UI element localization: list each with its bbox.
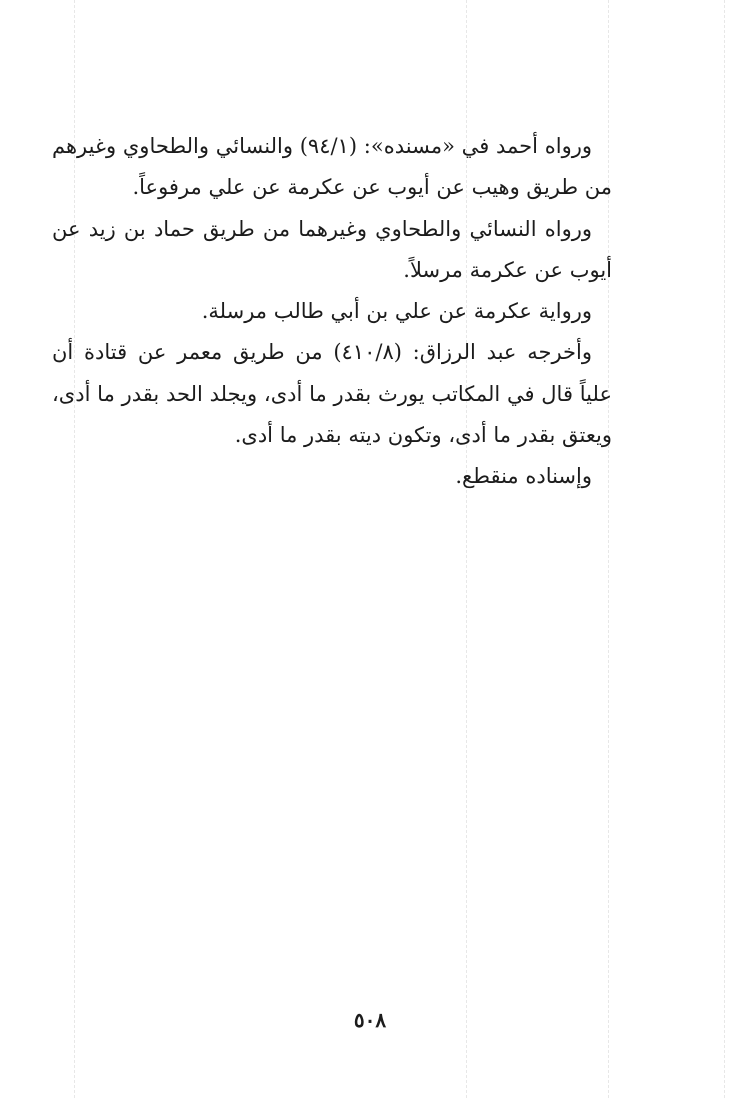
paragraph: ورواية عكرمة عن علي بن أبي طالب مرسلة.	[201, 299, 592, 324]
paragraph: ورواه أحمد في «مسنده»: (٩٤/١) والنسائي والطحاوي وغيرهم من طريق وهيب عن أيوب عن عكرمة عن علي مرفوعاً.	[52, 134, 612, 200]
page-number: ٥٠٨	[353, 1008, 387, 1032]
paragraph: وإسناده منقطع.	[455, 464, 592, 489]
paragraph: ورواه النسائي والطحاوي وغيرهما من طريق حماد بن زيد عن أيوب عن عكرمة مرسلاً.	[52, 216, 612, 282]
scan-artifact-line	[724, 0, 725, 1098]
body-text	[52, 126, 612, 498]
paragraph: وأخرجه عبد الرزاق: (٤١٠/٨) من طريق معمر عن قتادة أن علياً قال في المكاتب يورث بقدر ما أدى، ويجلد الحد بقدر ما أدى، ويعتق بقدر ما أدى، وتكون ديته بقدر ما أدى.	[52, 340, 612, 448]
